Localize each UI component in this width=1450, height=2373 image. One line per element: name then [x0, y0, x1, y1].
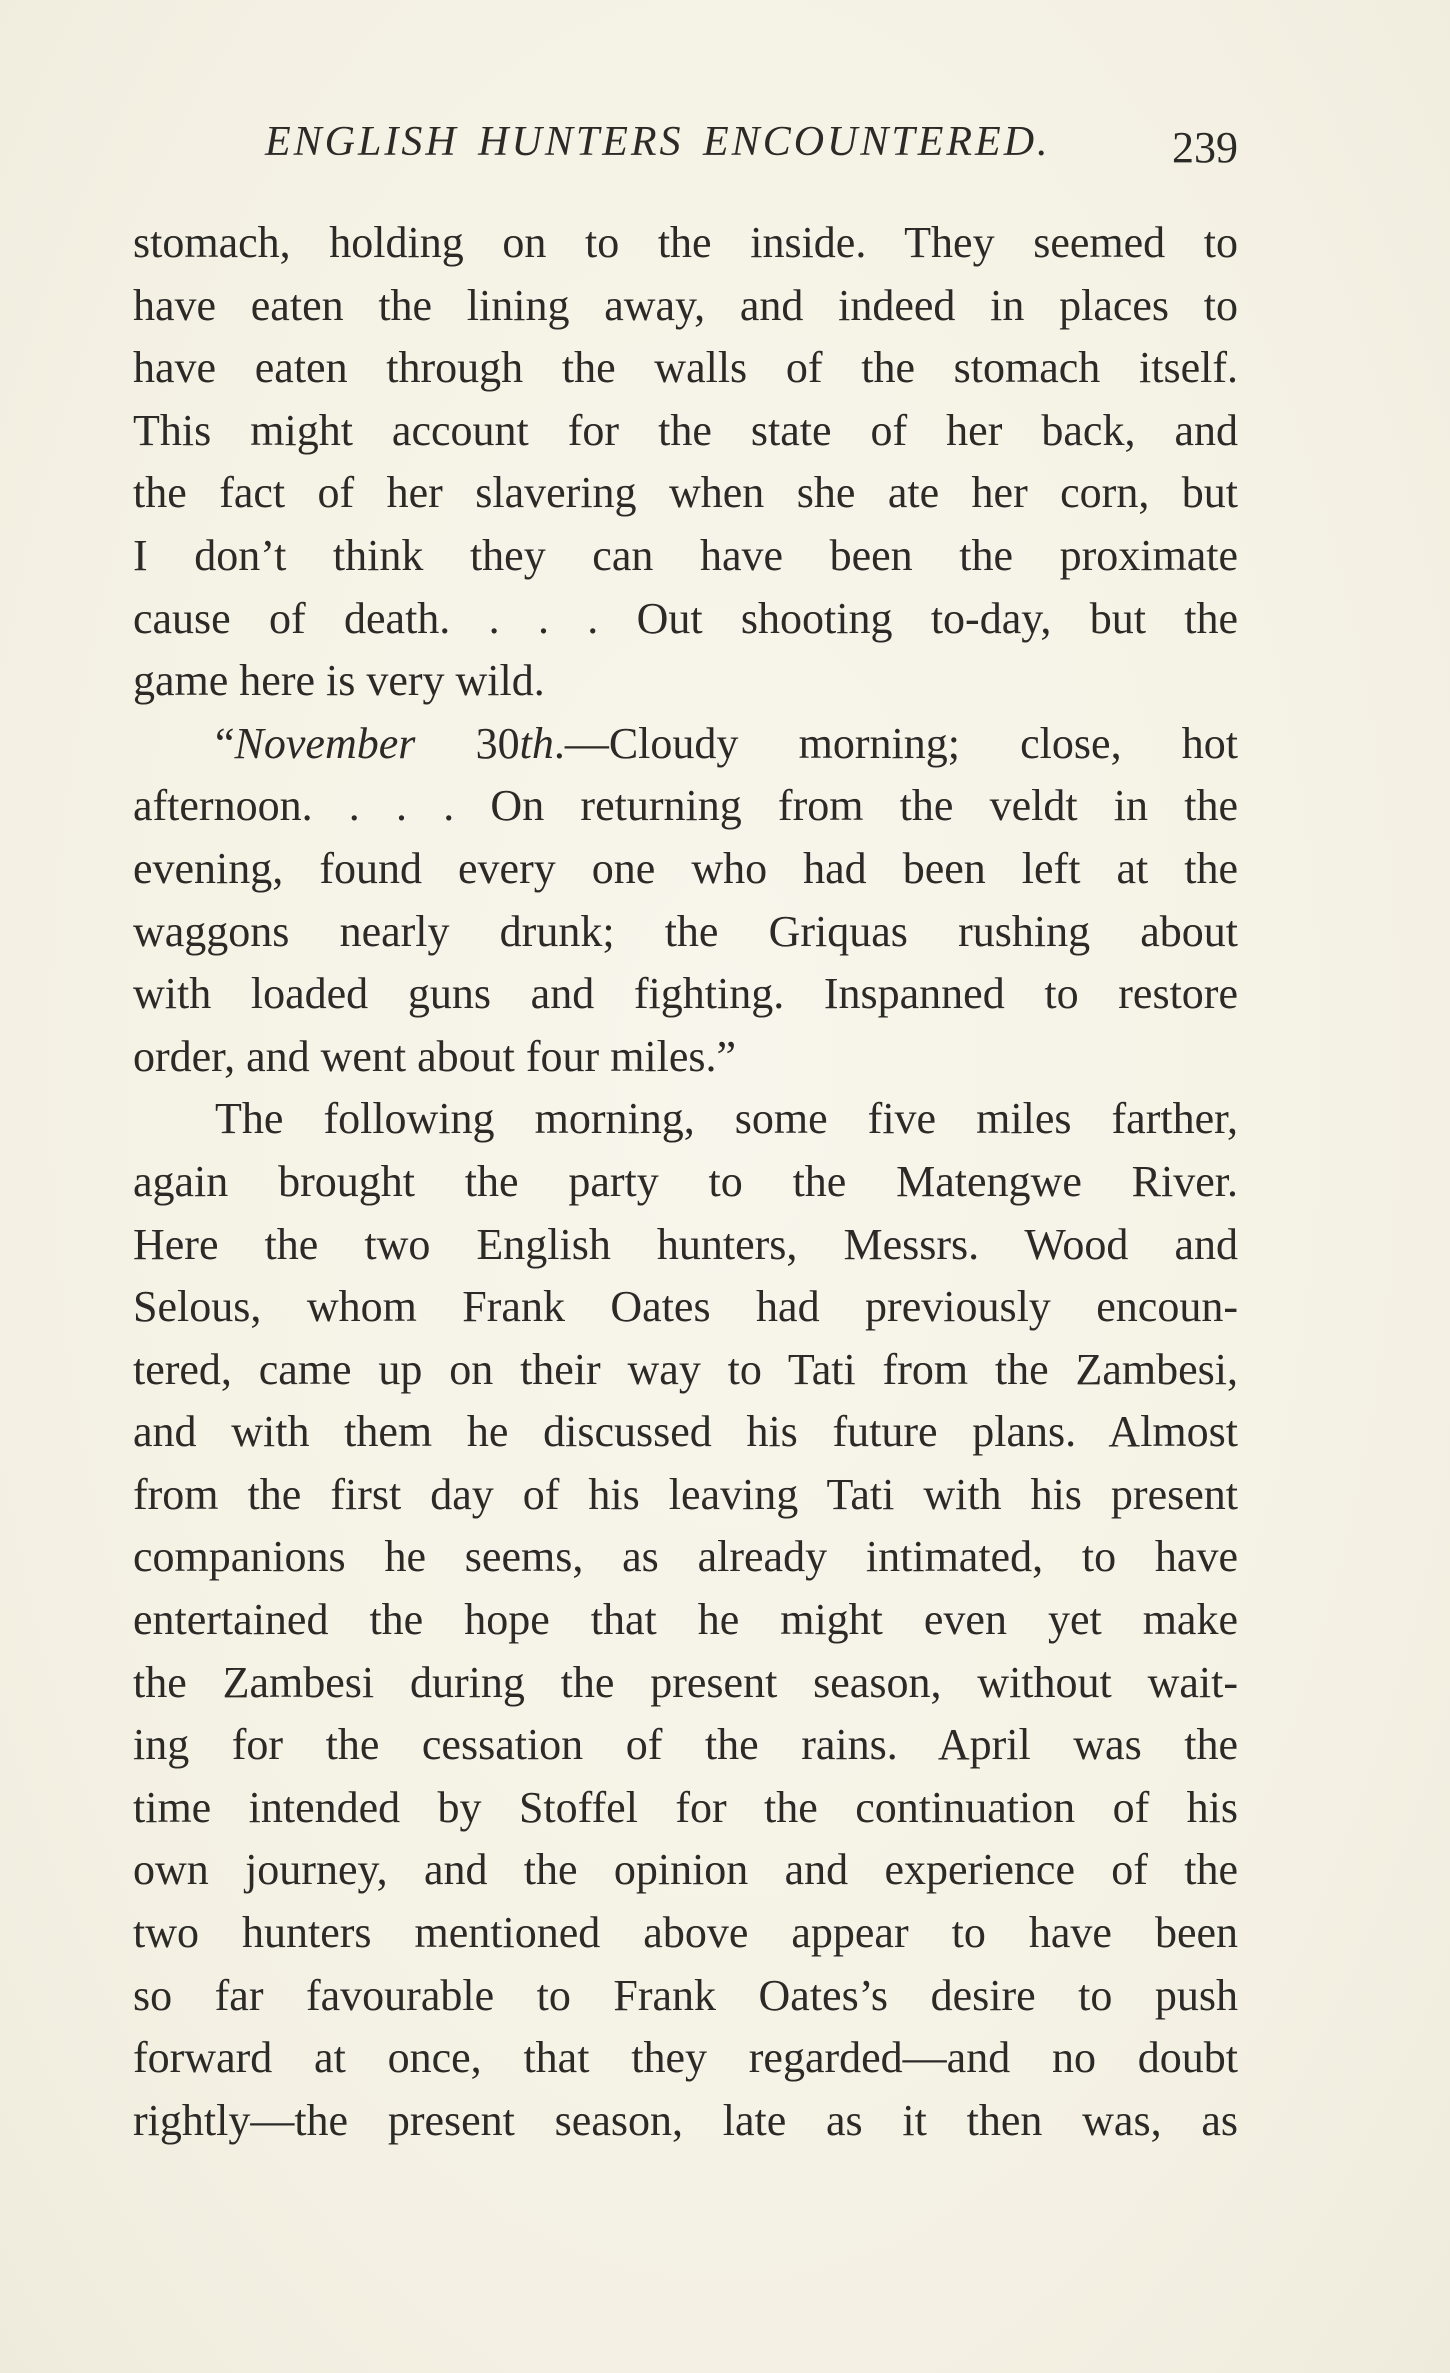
running-title: ENGLISH HUNTERS ENCOUNTERED. — [265, 119, 1051, 165]
text-line: so far favourable to Frank Oates’s desire to push — [133, 1970, 1238, 2020]
text-line: order, and went about four miles.” — [133, 1031, 737, 1081]
text-line: and with them he discussed his future plans. Almost — [133, 1407, 1238, 1457]
diary-entry-first-line-text: “November 30th.—Cloudy morning; close, hot — [215, 718, 1239, 768]
text-line: cause of death. . . . Out shooting to-day, but the — [133, 593, 1238, 643]
text-line: ing for the cessation of the rains. April was the — [133, 1720, 1238, 1770]
text-line: the fact of her slavering when she ate her corn, but — [133, 468, 1238, 518]
text-line: stomach, holding on to the inside. They seemed to — [133, 218, 1238, 267]
text-line: afternoon. . . . On returning from the veldt in the — [133, 781, 1238, 831]
text-line: game here is very wild. — [133, 656, 545, 706]
body-text — [133, 212, 1238, 2152]
text-line: the Zambesi during the present season, without wait- — [133, 1657, 1238, 1707]
text-line: rightly—the present season, late as it then was, as — [133, 2095, 1238, 2145]
running-head — [130, 118, 1250, 178]
text-line: Here the two English hunters, Messrs. Wood and — [133, 1219, 1238, 1269]
text-line: entertained the hope that he might even yet make — [133, 1595, 1238, 1645]
text-line: I don’t think they can have been the proximate — [133, 530, 1238, 580]
diary-entry-first-line — [133, 713, 1238, 776]
page-number: 239 — [1172, 123, 1238, 172]
text-line: forward at once, that they regarded—and no doubt — [133, 2033, 1238, 2083]
text-line: with loaded guns and fighting. Inspanned to restore — [133, 969, 1238, 1019]
text-line: This might account for the state of her back, and — [133, 405, 1238, 455]
text-line: evening, found every one who had been left at the — [133, 843, 1238, 893]
text-line: have eaten through the walls of the stomach itself. — [133, 343, 1238, 393]
text-line: from the first day of his leaving Tati with his present — [133, 1469, 1238, 1519]
text-line: tered, came up on their way to Tati from the Zambesi, — [133, 1344, 1238, 1394]
text-line: time intended by Stoffel for the continuation of his — [133, 1782, 1238, 1832]
text-line: own journey, and the opinion and experience of the — [133, 1845, 1238, 1895]
text-line: Selous, whom Frank Oates had previously encoun- — [133, 1282, 1238, 1332]
text-line: have eaten the lining away, and indeed in places to — [133, 280, 1238, 330]
text-line: companions he seems, as already intimated, to have — [133, 1532, 1238, 1582]
text-line: two hunters mentioned above appear to have been — [133, 1908, 1238, 1958]
text-line: waggons nearly drunk; the Griquas rushing about — [133, 906, 1238, 956]
text-line: again brought the party to the Matengwe River. — [133, 1156, 1238, 1206]
text-line: The following morning, some five miles farther, — [215, 1094, 1238, 1144]
